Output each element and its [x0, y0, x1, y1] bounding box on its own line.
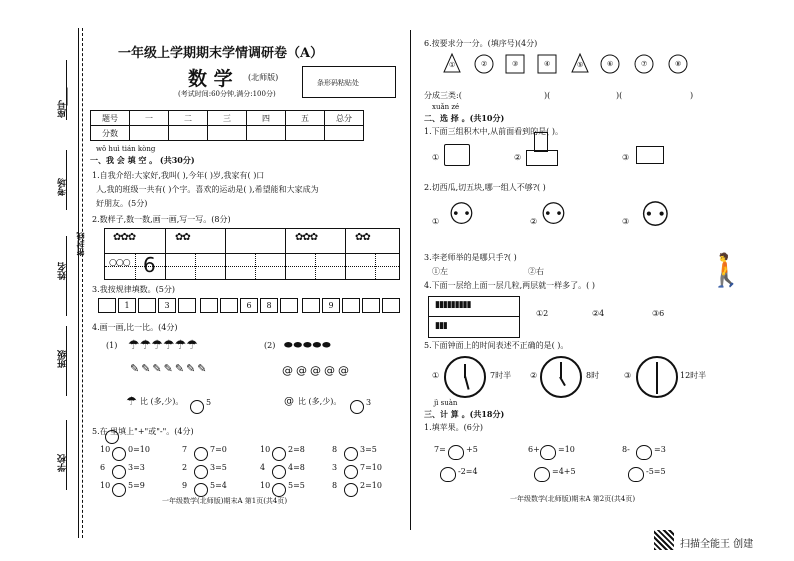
q6-text: 6.按要求分一分。(填序号)(4分)	[424, 39, 538, 48]
score-header-cell: 二	[169, 111, 208, 126]
r5-opt[interactable]: ②	[530, 371, 538, 380]
score-header-cell: 一	[130, 111, 169, 126]
apple-blank-icon[interactable]	[628, 464, 644, 483]
operator-circle[interactable]	[194, 479, 208, 498]
turtle-icon: ⬬⬬⬬⬬⬬	[284, 340, 332, 351]
r2-text: 2.切西瓜,切五块,哪一组人不够?( )	[424, 183, 546, 192]
q3-sequence	[98, 298, 398, 314]
r2-opt[interactable]: ③	[622, 217, 630, 226]
seq-blank[interactable]	[362, 298, 380, 313]
apple-blank-icon[interactable]	[540, 442, 556, 461]
scanner-watermark: 扫描全能王 创建	[680, 539, 754, 550]
seq-number: 3	[158, 298, 176, 313]
seq-number: 9	[322, 298, 340, 313]
calc-expr: =3	[654, 445, 666, 454]
left-footer: 一年级数学(北师版)期末A 第1页(共4页)	[162, 497, 288, 505]
shape-index: ⑦	[641, 60, 648, 68]
q3-text: 3.我按规律填数。(5分)	[92, 285, 175, 294]
score-header-cell: 五	[286, 111, 325, 126]
q5-operand: 6	[100, 463, 106, 472]
score-header-cell: 题号	[91, 111, 130, 126]
q5-result: 3=5	[210, 463, 227, 472]
operator-circle[interactable]	[344, 479, 358, 498]
r4-opt[interactable]: ②4	[592, 309, 605, 318]
seal-line	[82, 28, 83, 538]
r5-text: 5.下面钟面上的时间表述不正确的是( )。	[424, 341, 569, 350]
q6-blank[interactable]: )(	[544, 91, 551, 100]
score-table	[90, 110, 364, 141]
seq-blank[interactable]	[220, 298, 238, 313]
seq-blank[interactable]	[138, 298, 156, 313]
operator-circle[interactable]	[194, 461, 208, 480]
seq-blank[interactable]	[280, 298, 298, 313]
shape-index: ④	[544, 60, 551, 68]
calc-expr: -5=5	[646, 467, 666, 476]
school-label: 学校	[58, 454, 68, 472]
section3-heading: 三、计 算 。(共18分)	[424, 409, 505, 419]
q5-result: 2=10	[360, 481, 382, 490]
apple-blank-icon[interactable]	[440, 464, 456, 483]
seat-fill-line[interactable]	[66, 60, 68, 120]
q5-operand: 8	[332, 481, 338, 490]
class-fill-line[interactable]	[66, 326, 68, 396]
operator-circle[interactable]	[344, 443, 358, 462]
qr-code-icon	[654, 530, 674, 550]
q6-shapes	[442, 52, 702, 78]
binding-line	[78, 28, 79, 538]
q4-compare2: 比 (多,少)。	[298, 397, 342, 406]
pinyin-calc: jì suàn	[434, 399, 458, 407]
seq-blank[interactable]	[200, 298, 218, 313]
q5-result: 0=10	[128, 445, 150, 454]
c1-text: 1.填苹果。(6分)	[424, 423, 483, 432]
apple-blank-icon[interactable]	[636, 442, 652, 461]
apple-blank-icon[interactable]	[448, 442, 464, 461]
calc-expr: 6+	[528, 445, 540, 454]
clock-face-icon	[444, 356, 486, 398]
q5-operand: 10	[260, 445, 271, 454]
r5-time: 8时	[586, 371, 600, 380]
pinyin-choose: xuǎn zé	[432, 103, 460, 111]
q5-result: 7=10	[360, 463, 382, 472]
q1-line3: 好朋友。(5分)	[96, 199, 148, 208]
class-label: 班级	[58, 350, 68, 368]
q5-operand: 3	[332, 463, 338, 472]
r1-opt[interactable]: ②	[514, 153, 522, 162]
operator-circle[interactable]	[112, 461, 126, 480]
people-group-icon: ⚇	[448, 197, 475, 232]
seq-blank[interactable]	[98, 298, 116, 313]
operator-circle[interactable]	[194, 443, 208, 462]
score-cell[interactable]	[130, 126, 169, 141]
apple-blank-icon[interactable]	[534, 464, 550, 483]
exam-room-label: 考场	[58, 178, 68, 196]
flower-icon: ✿✿✿	[295, 232, 318, 243]
snail-icon: @@@@@	[282, 364, 352, 377]
abacus-icon: ▮▮▮▮▮▮▮▮▮ ▮▮▮	[428, 296, 520, 338]
r3-opt[interactable]: ②右	[528, 267, 544, 276]
r2-opt[interactable]: ①	[432, 217, 440, 226]
seat-label: 座号	[58, 100, 68, 118]
q5-operand: 10	[100, 481, 111, 490]
q4-text: 4.画一画,比一比。(4分)	[92, 323, 178, 332]
q2-grid	[104, 228, 400, 280]
barcode-box	[302, 66, 396, 98]
score-header-cell: 三	[208, 111, 247, 126]
operator-circle[interactable]	[272, 479, 286, 498]
score-cell[interactable]	[325, 126, 364, 141]
block-icon	[526, 150, 558, 166]
q5-operand: 7	[182, 445, 188, 454]
seq-blank[interactable]	[178, 298, 196, 313]
q5-result: 7=0	[210, 445, 227, 454]
r3-text: 3.李老师举的是哪只手?( )	[424, 253, 517, 262]
seq-number: 1	[118, 298, 136, 313]
q4-compare1: 比 (多,少)。	[140, 397, 184, 406]
calc-expr: +5	[466, 445, 478, 454]
pencil-icon: ✎✎✎✎✎✎✎	[130, 362, 209, 375]
q5-operand: 10	[260, 481, 271, 490]
q4-compare1-num: 5	[206, 398, 212, 407]
score-header-cell: 四	[247, 111, 286, 126]
flower-icon: ✿✿	[175, 232, 190, 243]
r2-opt[interactable]: ②	[530, 217, 538, 226]
score-cell[interactable]	[247, 126, 286, 141]
exam-info: (考试时间:60分钟,满分:100分)	[178, 90, 276, 98]
bead-circles-icon: ○○○	[109, 258, 130, 268]
r4-opt[interactable]: ③6	[652, 309, 665, 318]
snail-icon: @	[284, 396, 294, 407]
flower-icon: ✿✿✿	[113, 232, 136, 243]
block-icon	[444, 144, 470, 166]
q5-operand: 2	[182, 463, 188, 472]
q5-result: 3=5	[360, 445, 377, 454]
shape-index: ②	[481, 60, 488, 68]
compare-circle[interactable]	[190, 396, 204, 415]
exam-title: 一年级上学期期末学情调研卷（A）	[118, 46, 324, 61]
q5-operand: 4	[260, 463, 266, 472]
r1-opt[interactable]: ③	[622, 153, 630, 162]
seq-blank[interactable]	[342, 298, 360, 313]
q4-part1-label: (1)	[106, 341, 118, 350]
score-cell[interactable]	[286, 126, 325, 141]
r1-opt[interactable]: ①	[432, 153, 440, 162]
q1-line2: 人,我的班级一共有( )个字。喜欢的运动是( ),希望能和大家成为	[96, 185, 319, 194]
umbrella-icon: ☂☂☂☂☂☂	[128, 338, 198, 353]
seal-line-label: 密封线	[75, 232, 85, 256]
calc-expr: -2=4	[458, 467, 478, 476]
q1-line1: 1.自我介绍:大家好,我叫( ),今年( )岁,我家有( )口	[92, 171, 265, 180]
q5-result: 5=5	[288, 481, 305, 490]
seq-number: 6	[240, 298, 258, 313]
q5-result: 4=8	[288, 463, 305, 472]
q5-result: 5=4	[210, 481, 227, 490]
q5-result: 5=9	[128, 481, 145, 490]
score-header-cell: 总分	[325, 111, 364, 126]
pinyin-fill: wǒ huì tián kòng	[96, 145, 156, 153]
q5-operand: 10	[100, 445, 111, 454]
r4-opt[interactable]: ①2	[536, 309, 549, 318]
barcode-label: 条形码粘贴处	[317, 79, 359, 87]
seq-blank[interactable]	[382, 298, 400, 313]
score-cell[interactable]	[208, 126, 247, 141]
clock-face-icon	[636, 356, 678, 398]
name-fill-line[interactable]	[66, 236, 68, 316]
q6-blank[interactable]: )	[690, 91, 694, 100]
umbrella-icon: ☂	[126, 394, 137, 408]
r5-time: 12时半	[680, 371, 707, 380]
shape-index: ③	[512, 60, 519, 68]
score-row-label: 分数	[91, 126, 130, 141]
clock-face-icon	[540, 356, 582, 398]
teacher-icon: 🚶	[706, 251, 746, 289]
section1-heading: 一、我 会 填 空 。 (共30分)	[90, 155, 195, 165]
r4-text: 4.下面一层给上面一层几粒,两层就一样多了。( )	[424, 281, 595, 290]
r5-opt[interactable]: ①	[432, 371, 440, 380]
r3-opt[interactable]: ①左	[432, 267, 448, 276]
block-icon	[636, 146, 664, 164]
operator-circle[interactable]	[112, 479, 126, 498]
flower-icon: ✿✿	[355, 232, 370, 243]
shape-index: ⑧	[675, 60, 682, 68]
written-digit: 6	[143, 253, 156, 277]
q5-result: 3=3	[128, 463, 145, 472]
block-icon	[534, 132, 548, 152]
q6-method: 分成三类:(	[424, 91, 462, 100]
q2-text: 2.数样子,数一数,画一画,写一写。(8分)	[92, 215, 231, 224]
seq-blank[interactable]	[302, 298, 320, 313]
shape-index: ①	[449, 61, 456, 69]
calc-expr: 7=	[434, 445, 446, 454]
r1-text: 1.下面三组积木中,从前面看到的是( )。	[424, 127, 563, 136]
q5-operand: 8	[332, 445, 338, 454]
school-fill-line[interactable]	[66, 420, 68, 490]
calc-expr: 8-	[622, 445, 630, 454]
right-footer: 一年级数学(北师版)期末A 第2页(共4页)	[510, 495, 636, 503]
operator-circle[interactable]	[272, 443, 286, 462]
compare-circle[interactable]	[350, 396, 364, 415]
calc-expr: =4+5	[552, 467, 576, 476]
shape-index: ⑤	[577, 61, 584, 69]
section2-heading: 二、选 择 。(共10分)	[424, 113, 505, 123]
q6-blank[interactable]: )(	[616, 91, 623, 100]
operator-circle[interactable]	[344, 461, 358, 480]
exam-room-fill-line[interactable]	[66, 150, 68, 210]
operator-circle[interactable]	[272, 461, 286, 480]
seq-number: 8	[260, 298, 278, 313]
calc-expr: =10	[558, 445, 575, 454]
score-cell[interactable]	[169, 126, 208, 141]
q4-compare2-num: 3	[366, 398, 372, 407]
operator-circle[interactable]	[112, 443, 126, 462]
shape-index: ⑥	[607, 60, 614, 68]
r5-opt[interactable]: ③	[624, 371, 632, 380]
subject-title: 数 学	[188, 68, 233, 90]
people-group-icon: ⚇	[640, 195, 671, 235]
name-label: 姓名	[58, 262, 68, 280]
r5-time: 7时半	[490, 371, 512, 380]
q5-text: 5.在 里填上"+"或"-"。(4分)	[92, 427, 194, 436]
edition-label: (北师版)	[248, 73, 279, 82]
q5-operand: 9	[182, 481, 188, 490]
q5-result: 2=8	[288, 445, 305, 454]
q4-part2-label: (2)	[264, 341, 276, 350]
page-divider	[410, 30, 411, 530]
people-group-icon: ⚇	[540, 197, 567, 232]
